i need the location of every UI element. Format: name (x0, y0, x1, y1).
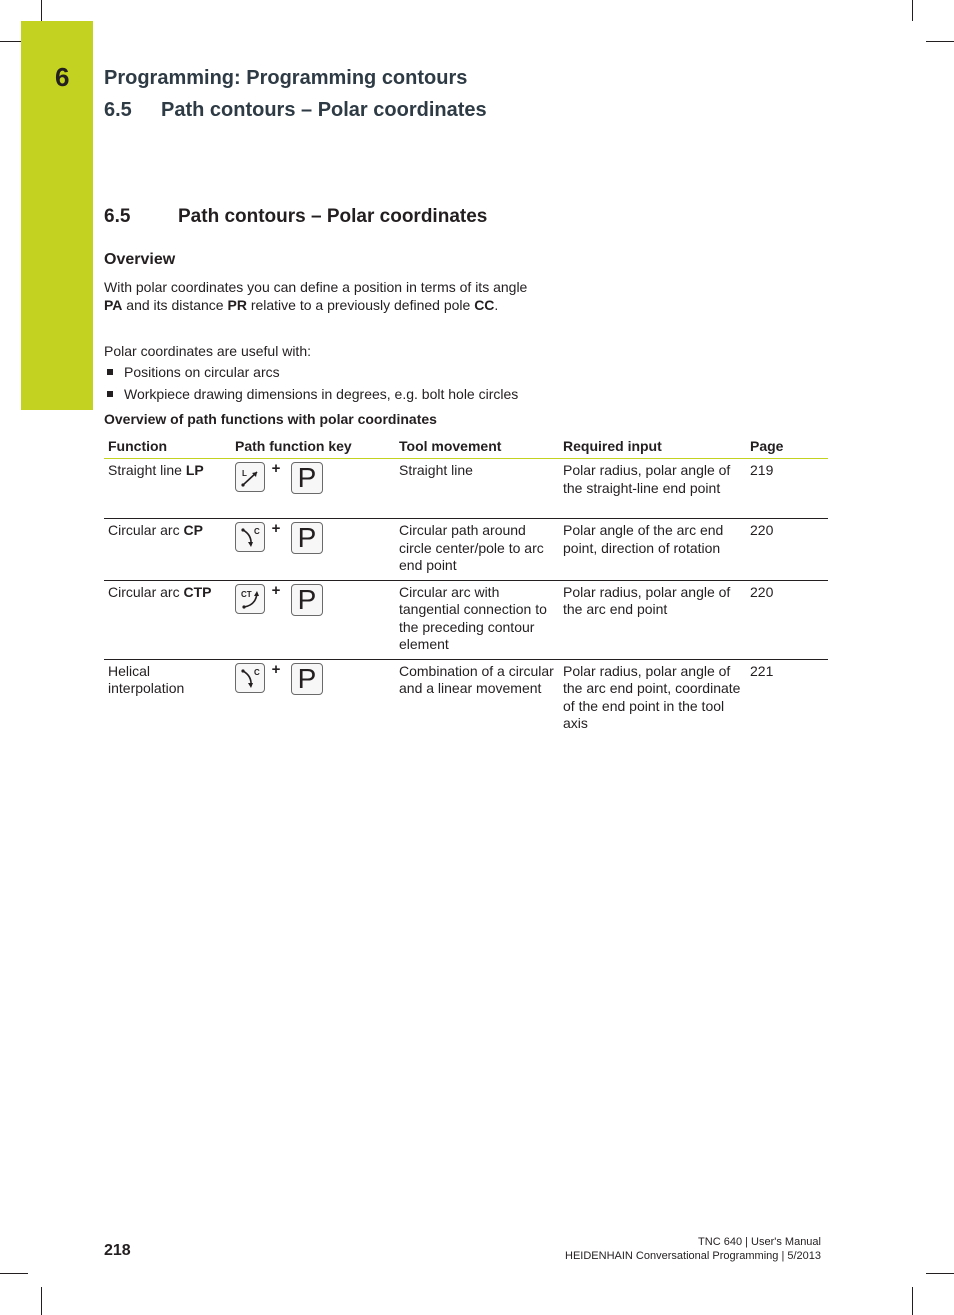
table-row (104, 659, 828, 738)
crop-mark (926, 1273, 954, 1274)
crop-mark (926, 41, 954, 42)
plus-sign: + (271, 460, 281, 477)
running-header-section (104, 99, 487, 122)
header-page: Page (746, 433, 828, 459)
overview-paragraph (104, 278, 544, 314)
text-span: . (494, 297, 499, 313)
function-cell (104, 459, 231, 519)
circular-arc-C-key-icon (235, 522, 265, 552)
key-cell (231, 580, 395, 659)
running-header-section-title: Path contours – Polar coordinates (161, 99, 487, 121)
key-cell (231, 459, 395, 519)
running-header-title: Programming: Programming contours (104, 67, 468, 89)
function-code: LP (185, 462, 204, 478)
polar-P-key-icon: P (291, 663, 323, 695)
plus-sign: + (271, 660, 281, 678)
section-title: Path contours – Polar coordinates (178, 206, 488, 227)
table-row (104, 580, 828, 659)
function-cell (104, 659, 231, 738)
code-pr: PR (227, 297, 247, 313)
movement-cell: Circular arc with tangential connection to the preceding contour element (395, 580, 559, 659)
key-label-CT: CT (241, 589, 252, 599)
page-cell: 220 (746, 580, 828, 659)
plus-sign: + (271, 520, 281, 537)
chapter-number: 6 (55, 62, 70, 92)
bullet-square-icon (107, 369, 113, 375)
text-span: and its distance (122, 297, 228, 313)
key-label-C: C (254, 527, 260, 536)
list-item-text: Workpiece drawing dimensions in degrees, e.g. bolt hole circles (124, 386, 519, 402)
overview-heading: Overview (104, 251, 176, 268)
header-input: Required input (559, 433, 746, 459)
function-cell (104, 580, 231, 659)
section-heading (104, 206, 487, 228)
function-code: CP (183, 522, 203, 538)
function-text: Circular arc (108, 522, 184, 538)
header-function: Function (104, 433, 231, 459)
footer-info (565, 1235, 821, 1263)
path-functions-table (104, 433, 828, 738)
header-key: Path function key (231, 433, 395, 459)
section-number: 6.5 (104, 206, 131, 227)
list-item-text: Positions on circular arcs (124, 364, 280, 380)
crop-mark (41, 1287, 42, 1315)
tangential-arc-CT-key-icon (235, 584, 265, 614)
input-cell: Polar radius, polar angle of the arc end point (559, 580, 746, 659)
circular-arc-C-key-icon (235, 663, 265, 693)
function-text: Straight line (108, 462, 186, 478)
uses-list (104, 363, 518, 407)
plus-sign: + (271, 581, 281, 599)
page-cell: 220 (746, 519, 828, 581)
polar-P-key-icon: P (291, 522, 323, 554)
table-caption: Overview of path functions with polar coordinates (104, 411, 437, 427)
code-pa: PA (104, 297, 123, 313)
crop-mark (41, 0, 42, 21)
key-cell (231, 659, 395, 738)
crop-mark (0, 1273, 28, 1274)
polar-P-key-icon: P (291, 462, 323, 494)
input-cell: Polar angle of the arc end point, direction of rotation (559, 519, 746, 581)
straight-line-L-key-icon (235, 462, 265, 492)
page-cell: 219 (746, 459, 828, 519)
polar-P-key-icon: P (291, 584, 323, 616)
input-cell: Polar radius, polar angle of the straight-line end point (559, 459, 746, 519)
list-item (104, 363, 518, 385)
crop-mark (0, 41, 21, 42)
code-cc: CC (474, 297, 495, 313)
crop-mark (912, 1287, 913, 1315)
table-row (104, 459, 828, 519)
text-span: relative to a previously defined pole (246, 297, 475, 313)
footer-line-2: HEIDENHAIN Conversational Programming | 5/2013 (565, 1250, 821, 1262)
page-number: 218 (104, 1242, 131, 1259)
bullet-square-icon (107, 391, 113, 397)
list-item (104, 385, 518, 407)
header-movement: Tool movement (395, 433, 559, 459)
footer-line-1: TNC 640 | User's Manual (698, 1236, 821, 1248)
function-cell (104, 519, 231, 581)
key-label-C: C (254, 667, 260, 677)
function-text: Circular arc (108, 583, 184, 600)
running-header-section-number: 6.5 (104, 99, 132, 121)
table-row (104, 519, 828, 581)
uses-intro: Polar coordinates are useful with: (104, 343, 311, 359)
input-cell: Polar radius, polar angle of the arc end point, coordinate of the end point in the tool axis (563, 662, 741, 731)
key-label-L: L (242, 469, 247, 478)
page-cell: 221 (750, 662, 774, 679)
table-header-row (104, 433, 828, 459)
key-cell (231, 519, 395, 581)
movement-cell: Combination of a circular and a linear movement (399, 662, 554, 696)
movement-cell: Circular path around circle center/pole to arc end point (395, 519, 559, 581)
text-span: With polar coordinates you can define a position in terms of its angle (104, 279, 528, 295)
function-code: CTP (183, 583, 212, 600)
crop-mark (912, 0, 913, 21)
movement-cell: Straight line (395, 459, 559, 519)
function-text: Helical interpolation (108, 662, 185, 696)
